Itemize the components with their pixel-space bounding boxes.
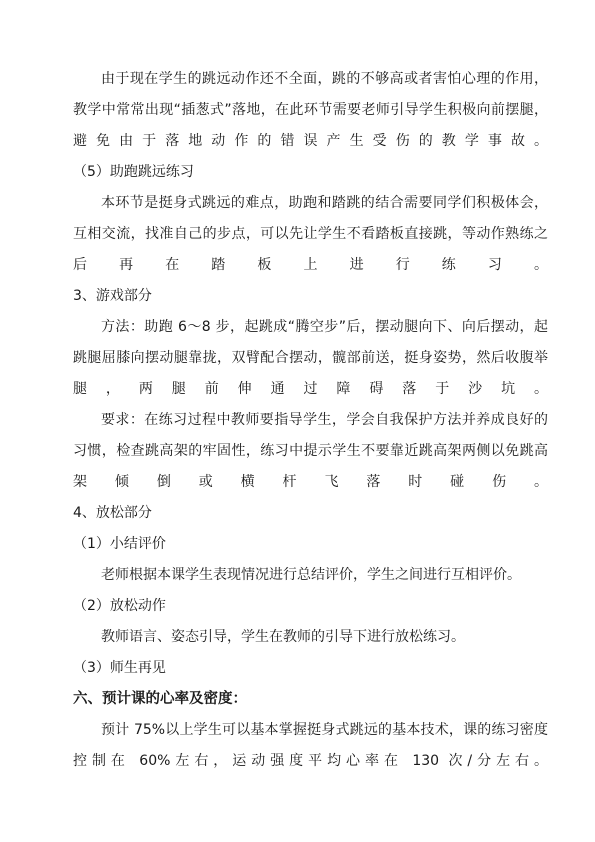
subheading-run-up-practice: （5）助跑跳远练习 [73,164,194,180]
paragraph-game-requirements: 要求：在练习过程中教师要指导学生，学会自我保护方法并养成良好的习惯，检查跳高架的牢固性，练习中提示学生不要靠近跳高架两侧以免跳高架倾倒或横杆飞落时碰伤。 [73,412,548,490]
heading-game-section: 3、游戏部分 [73,288,152,304]
paragraph-game-method: 方法：助跑 6～8 步，起跳成“腾空步”后，摆动腿向下、向后摆动，起跳腿屈膝向摆动腿靠拢，双臂配合摆动，髋部前送，挺身姿势，然后收腹举腿，两腿前伸通过障碍落于沙坑。 [73,319,548,397]
heading-relaxation-section: 4、放松部分 [73,505,152,521]
paragraph-summary-evaluation: 老师根据本课学生表现情况进行总结评价，学生之间进行互相评价。 [101,567,521,583]
paragraph-relaxation-movement: 教师语言、姿态引导，学生在教师的引导下进行放松练习。 [101,629,465,645]
subheading-farewell: （3）师生再见 [73,660,166,676]
subheading-relaxation-movement: （2）放松动作 [73,598,166,614]
subheading-summary-evaluation: （1）小结评价 [73,536,166,552]
paragraph-heart-rate-density: 预计 75%以上学生可以基本掌握挺身式跳远的基本技术，课的练习密度控制在 60%左右，运动强度平均心率在 130 次/分左右。 [73,722,548,769]
paragraph-landing-error: 由于现在学生的跳远动作还不全面，跳的不够高或者害怕心理的作用，教学中常常出现“插葱式”落地，在此环节需要老师引导学生积极向前摆腿，避免由于落地动作的错误产生受伤的教学事故。 [73,71,548,149]
heading-heart-rate-density: 六、预计课的心率及密度： [73,691,247,707]
paragraph-run-up-practice: 本环节是挺身式跳远的难点，助跑和踏跳的结合需要同学们积极体会，互相交流，找准自己的步点，可以先让学生不看踏板直接跳，等动作熟练之后再在踏板上进行练习。 [73,195,548,273]
